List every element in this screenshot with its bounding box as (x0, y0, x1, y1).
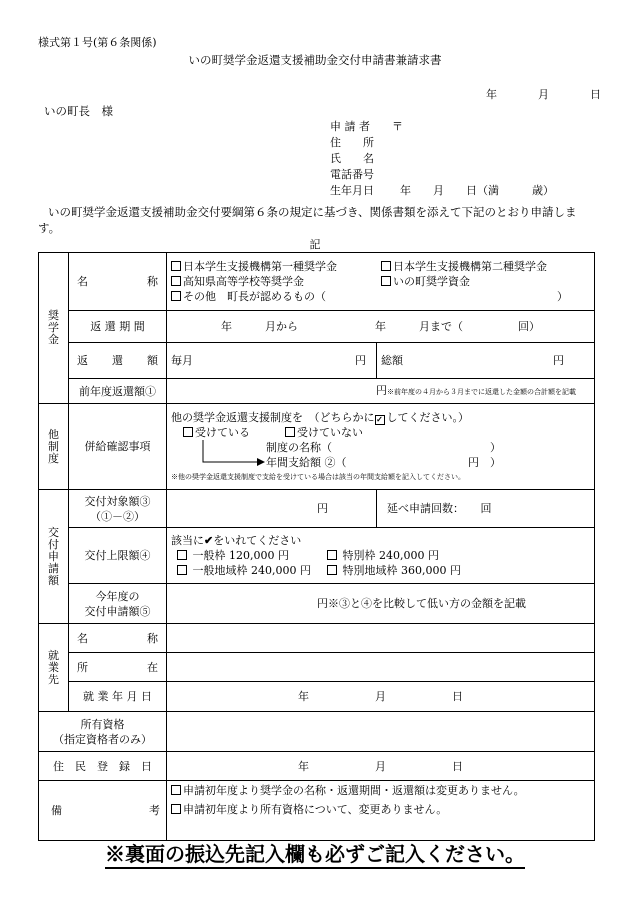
checkbox-icon[interactable] (327, 565, 337, 575)
general-quota: 一般枠 120,000 円 (192, 549, 289, 562)
option-kochi: 高知県高等学校等奨学金 (183, 275, 304, 288)
target-amount-label: 交付対象額③ （①－②） (69, 490, 167, 528)
repayment-period-value: 年 月から 年 月まで（ 回） (167, 311, 595, 343)
year-label: 年 (486, 88, 497, 101)
day-label: 日 (590, 88, 601, 101)
this-year-amount-value: 円※③と④を比較して低い方の金額を記載 (167, 584, 595, 624)
address-label: 住 所 (330, 136, 374, 149)
remarks-line-2: 申請初年度より所有資格について、変更ありません。 (183, 803, 448, 816)
applicant-block (330, 119, 554, 199)
residence-date-label: 住 民 登 録 日 (39, 752, 167, 781)
checkbox-icon[interactable] (171, 291, 181, 301)
residence-date-value: 年 月 日 (167, 752, 595, 781)
other-system-note: ※他の奨学金返還支援制度で支給を受けている場合は該当の年間支給額を記入してください。 (171, 473, 465, 481)
checkbox-icon[interactable] (171, 276, 181, 286)
total-label: 総額 (381, 354, 403, 367)
checkbox-icon[interactable] (177, 565, 187, 575)
repayment-amount-label: 返 還 額 (69, 343, 167, 379)
postal-mark: 〒 (392, 120, 403, 133)
checkbox-icon[interactable] (327, 550, 337, 560)
applicant-label: 申 請 者 (330, 120, 370, 133)
total-amount-cell (377, 343, 595, 379)
birth-fields: 年 月 日（満 歳） (400, 184, 554, 197)
remarks-label: 備 考 (39, 781, 167, 841)
question-text: 他の奨学金返還支援制度を （どちらかに (171, 411, 375, 424)
checkbox-icon[interactable] (177, 550, 187, 560)
checkbox-icon[interactable] (381, 261, 391, 271)
option-other-close: ） (557, 290, 568, 303)
option-jasso2: 日本学生支援機構第二種奨学金 (393, 260, 547, 273)
employer-name-field[interactable] (167, 624, 595, 653)
application-count: 延べ申請回数： 回 (377, 490, 595, 528)
option-other: その他 町長が認めるもの（ (183, 290, 326, 303)
system-name-label: 制度の名称（ (266, 441, 332, 454)
form-number: 様式第１号(第６条関係) (38, 36, 157, 49)
checkbox-icon[interactable] (171, 785, 181, 795)
other-system-group-label: 他 制 度 (39, 404, 69, 490)
employment-date-label: 就 業 年 月 日 (69, 682, 167, 712)
annual-amount-label: 年間支給額 ②（ (266, 456, 347, 469)
remarks-line-1: 申請初年度より奨学金の名称・返還期間・返還額は変更ありません。 (183, 784, 525, 797)
scholarship-group-label: 奨 学 金 (39, 253, 69, 404)
intro-text: いの町奨学金返還支援補助金交付要綱第６条の規定に基づき、関係書類を添えて下記のとおり申請します。 (38, 205, 577, 235)
birth-label: 生年月日 (330, 184, 374, 197)
option-jasso1: 日本学生支援機構第一種奨学金 (183, 260, 337, 273)
checkbox-icon[interactable] (381, 276, 391, 286)
grant-limit-options: 該当に✔をいれてください 一般枠 120,000 円 特別枠 240,000 円 一般地域枠 240,000 円 特別地域枠 360,000 円 (167, 528, 595, 584)
form-title: いの町奨学金返還支援補助金交付申請書兼請求書 (188, 53, 442, 67)
previous-year-value: 円※前年度の４月から３月までに返還した金額の合計額を記載 (167, 379, 595, 404)
qualification-field[interactable] (167, 712, 595, 752)
previous-year-label: 前年度返還額① (69, 379, 167, 404)
checkbox-icon[interactable] (183, 427, 193, 437)
monthly-amount-cell (167, 343, 377, 379)
option-ino: いの町奨学資金 (393, 275, 470, 288)
employer-name-label: 名 称 (69, 624, 167, 653)
previous-year-note: ※前年度の４月から３月までに返還した金額の合計額を記載 (387, 387, 576, 396)
not-receiving-option: 受けていない (297, 426, 363, 439)
employer-location-label: 所 在 (69, 653, 167, 682)
special-area-quota: 特別地域枠 360,000 円 (342, 564, 461, 577)
application-table (38, 252, 595, 841)
special-quota: 特別枠 240,000 円 (342, 549, 439, 562)
check-mark-icon: ✔ (204, 534, 214, 547)
total-yen: 円 (553, 354, 564, 367)
general-area-quota: 一般地域枠 240,000 円 (192, 564, 311, 577)
this-year-amount-label: 今年度の 交付申請額⑤ (69, 584, 167, 624)
ki-heading: 記 (309, 238, 321, 251)
concurrent-check-label: 併給確認事項 (69, 404, 167, 490)
target-amount-value: 円 (167, 490, 377, 528)
monthly-label: 毎月 (171, 354, 193, 367)
footer-notice: ※裏面の振込先記入欄も必ずご記入ください。 (0, 842, 630, 867)
employer-location-field[interactable] (167, 653, 595, 682)
grant-group-label: 交 付 申 請 額 (39, 490, 69, 624)
employment-date-value: 年 月 日 (167, 682, 595, 712)
name-label: 氏 名 (330, 152, 374, 165)
arrow-right-icon (199, 440, 269, 470)
checkbox-icon[interactable] (171, 261, 181, 271)
phone-label: 電話番号 (330, 168, 374, 181)
checkbox-icon[interactable] (285, 427, 295, 437)
month-label: 月 (538, 88, 549, 101)
repayment-period-label: 返 還 期 間 (69, 311, 167, 343)
scholarship-name-label: 名 称 (69, 253, 167, 311)
receiving-option: 受けている (195, 426, 250, 439)
qualification-label: 所有資格 （指定資格者のみ） (39, 712, 167, 752)
concurrent-check-content: 他の奨学金返還支援制度を （どちらかに ✓ してください。） 受けている 受けていない 制度の名称（ ） 年間支給額 ②（ 円 ） ※他の奨学金返還支援制度で支給を受けている場合は該当の年間支給額を記入してください。 (167, 404, 595, 490)
checkbox-icon[interactable] (171, 804, 181, 814)
application-date (486, 88, 601, 102)
monthly-yen: 円 (355, 354, 366, 367)
checked-box-icon: ✓ (376, 414, 383, 424)
employment-group-label: 就 業 先 (39, 624, 69, 712)
scholarship-options (167, 253, 595, 311)
remarks-content (167, 781, 595, 841)
addressee: いの町長 様 (44, 104, 113, 118)
grant-limit-label: 交付上限額④ (69, 528, 167, 584)
